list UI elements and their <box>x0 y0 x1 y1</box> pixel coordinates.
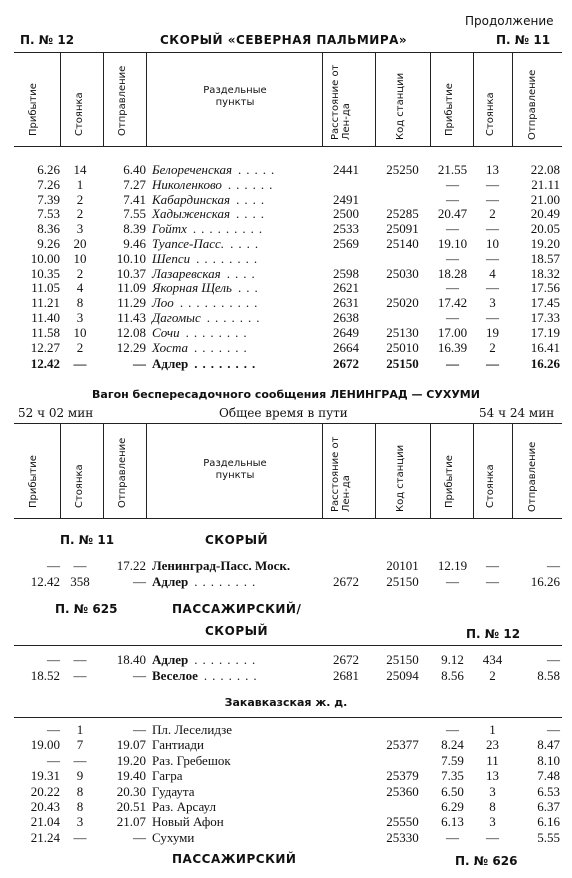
cell-dep: 10.37 <box>116 265 146 281</box>
cell-stop: 14 <box>73 162 87 177</box>
cell-stop2: 3 <box>489 295 496 311</box>
cell-code: 25360 <box>386 783 419 799</box>
cell-dep: 20.51 <box>116 799 146 814</box>
railway-name: Закавказская ж. д. <box>224 696 348 709</box>
station-name <box>152 574 322 590</box>
cell-dist: 2649 <box>333 324 359 340</box>
cell-stop2: 23 <box>486 737 499 753</box>
col-departure-2: Отправление <box>527 69 538 140</box>
cell-dep2: 18.57 <box>530 250 560 266</box>
cell-stop: 3 <box>76 310 84 325</box>
leader-dots: ......... <box>192 221 268 237</box>
cell-stop: 3 <box>76 221 84 237</box>
cell-dist: 2441 <box>333 162 359 177</box>
station-name <box>152 280 322 296</box>
cell-dep2: 21.00 <box>530 191 560 207</box>
cell-arr2: — <box>446 176 459 192</box>
cell-stop: 8 <box>76 799 84 814</box>
station-label: Хоста <box>152 339 188 355</box>
cell-dep: 10.10 <box>116 250 146 266</box>
cell-arr: — <box>47 558 60 573</box>
cell-code: 25150 <box>386 652 419 667</box>
cell-arr2: 7.59 <box>441 752 464 768</box>
cell-code: 25091 <box>386 221 419 237</box>
cell-arr: 7.26 <box>37 176 60 192</box>
cell-dep2: 16.26 <box>530 574 560 589</box>
continuation-label: Продолжение <box>465 14 554 28</box>
cell-dep: 12.08 <box>116 324 146 340</box>
cell-dep2: — <box>547 558 560 573</box>
cell-arr2: — <box>446 356 459 371</box>
station-label: Пл. Леселидзе <box>152 722 233 737</box>
cell-arr2: — <box>446 221 459 237</box>
cell-stop: 2 <box>76 191 84 207</box>
footer-number: П. № 626 <box>455 854 518 868</box>
cell-stop2: — <box>486 310 499 325</box>
cell-stop: 2 <box>76 265 84 281</box>
cell-stop2: — <box>486 221 499 237</box>
cell-stop: 8 <box>76 783 84 799</box>
cell-dist: 2672 <box>333 356 359 371</box>
cell-dep: 19.40 <box>116 768 146 784</box>
cell-arr: 8.36 <box>37 221 60 237</box>
station-name <box>152 206 322 222</box>
col2-stop: Стоянка <box>74 464 85 508</box>
cell-code: 25330 <box>386 829 419 845</box>
cell-dep: 12.29 <box>116 339 146 355</box>
cell-code: 25130 <box>386 324 419 340</box>
cell-dep2: 6.53 <box>537 783 560 799</box>
station-label: Раз. Гребешок <box>152 752 231 768</box>
cell-arr2: 9.12 <box>441 652 464 667</box>
cell-code: 25250 <box>386 162 419 177</box>
station-name <box>152 356 322 372</box>
cell-stop2: — <box>486 176 499 192</box>
cell-stop: 2 <box>76 206 84 222</box>
cell-code: 25377 <box>386 737 419 753</box>
cell-stop2: 434 <box>482 652 503 667</box>
cell-dep2: 5.55 <box>537 829 560 845</box>
col2-departure-2: Отправление <box>527 441 538 512</box>
cell-arr2: 21.55 <box>437 162 468 177</box>
cell-arr: 9.26 <box>37 236 60 251</box>
cell-arr2: — <box>446 722 459 737</box>
cell-arr2: 6.50 <box>441 783 464 799</box>
leader-dots: .... <box>236 191 270 207</box>
cell-dep: — <box>133 722 146 737</box>
cell-stop: 4 <box>76 280 84 296</box>
station-name <box>152 340 322 356</box>
station-label: Кабардинская <box>152 191 231 207</box>
col2-stop-2: Стоянка <box>485 464 496 508</box>
station-label: Дагомыс <box>152 310 201 325</box>
cell-stop2: 11 <box>486 752 499 768</box>
cell-dep: 19.20 <box>116 752 146 768</box>
cell-code: 25550 <box>386 814 419 830</box>
cell-code: 25379 <box>386 768 419 784</box>
station-name <box>152 266 322 282</box>
station-name <box>152 784 322 800</box>
cell-arr: 11.58 <box>31 324 60 340</box>
cell-dep: 7.27 <box>123 176 146 192</box>
cell-stop: 7 <box>76 737 84 753</box>
station-label: Лоо <box>152 295 174 311</box>
station-name <box>152 177 322 193</box>
section-a-title: СКОРЫЙ <box>205 533 269 547</box>
leader-dots: ........ <box>194 652 261 667</box>
cell-arr: 10.00 <box>30 250 60 266</box>
station-label: Гудаута <box>152 783 195 799</box>
cell-arr: 21.04 <box>30 814 60 830</box>
leader-dots: ........ <box>196 250 263 266</box>
station-label: Адлер <box>152 652 189 667</box>
cell-dep: 20.30 <box>116 783 146 799</box>
cell-arr: 18.52 <box>30 668 60 683</box>
cell-dist: 2598 <box>333 265 359 281</box>
cell-code: 25020 <box>386 295 419 311</box>
cell-dist: 2491 <box>333 191 359 207</box>
cell-dep: 11.43 <box>117 310 146 325</box>
cell-dep2: 7.48 <box>537 768 560 784</box>
station-name <box>152 737 322 753</box>
cell-arr2: 8.56 <box>441 668 464 683</box>
cell-dep2: 16.41 <box>530 339 560 355</box>
leader-dots: ........ <box>194 356 261 371</box>
cell-stop2: 1 <box>489 722 496 737</box>
cell-dep2: 20.05 <box>530 221 560 237</box>
station-name <box>152 768 322 784</box>
station-name <box>152 652 322 668</box>
cell-stop2: 8 <box>489 799 496 814</box>
cell-stop: — <box>73 558 87 573</box>
station-name <box>152 722 322 738</box>
cell-stop: 20 <box>73 236 87 251</box>
cell-arr2: 6.13 <box>441 814 464 830</box>
cell-dist: 2638 <box>333 310 359 325</box>
col-distance: Расстояние от Лен-да <box>330 64 352 140</box>
cell-stop2: — <box>486 558 499 573</box>
cell-arr2: 6.29 <box>441 799 464 814</box>
cell-dep: — <box>133 574 146 589</box>
cell-arr: 20.22 <box>30 783 60 799</box>
cell-dep: 21.07 <box>116 814 146 830</box>
cell-dep: — <box>133 668 146 683</box>
cell-stop2: 3 <box>489 814 496 830</box>
travel-time-left: 52 ч 02 мин <box>18 406 94 420</box>
station-label: Хадыженская <box>152 206 231 222</box>
cell-dist: 2631 <box>333 295 359 311</box>
cell-dep: 11.29 <box>117 295 146 311</box>
cell-stop: 8 <box>76 295 84 311</box>
section-b-right-number: П. № 12 <box>466 627 521 641</box>
cell-stop2: 3 <box>489 783 496 799</box>
leader-dots: .......... <box>179 295 263 311</box>
station-name <box>152 162 322 178</box>
cell-dep2: 6.37 <box>537 799 560 814</box>
cell-arr2: — <box>446 280 459 296</box>
cell-arr: 19.31 <box>30 768 60 784</box>
cell-stop2: — <box>486 250 499 266</box>
cell-code: 25150 <box>386 356 419 371</box>
cell-stop: — <box>73 652 87 667</box>
leader-dots: .... <box>230 236 264 251</box>
leader-dots: ........ <box>185 324 252 340</box>
cell-stop2: — <box>486 280 499 296</box>
station-label: Николенково <box>152 176 222 192</box>
cell-dep: 19.07 <box>116 737 146 753</box>
cell-dep: — <box>133 356 146 371</box>
cell-dist: 2500 <box>333 206 359 222</box>
cell-dep2: — <box>547 652 560 667</box>
travel-time-right: 54 ч 24 мин <box>479 406 555 420</box>
cell-code: 25140 <box>386 236 419 251</box>
cell-arr: — <box>47 652 60 667</box>
cell-arr: 7.53 <box>37 206 60 222</box>
cell-stop2: — <box>486 574 499 589</box>
leader-dots: ... <box>237 280 263 296</box>
cell-dep: 17.22 <box>116 558 146 573</box>
station-label: Раз. Арсаул <box>152 799 216 814</box>
train-title: СКОРЫЙ «СЕВЕРНАЯ ПАЛЬМИРА» <box>160 33 408 47</box>
cell-dep: 7.41 <box>123 191 146 207</box>
cell-dep: — <box>133 829 146 845</box>
leader-dots: ....... <box>194 339 252 355</box>
cell-dep: 6.40 <box>123 162 146 177</box>
cell-stop: — <box>73 356 87 371</box>
station-name <box>152 558 322 574</box>
station-label: Адлер <box>152 574 189 589</box>
cell-code: 25030 <box>386 265 419 281</box>
col-points: Раздельные пункты <box>203 85 267 108</box>
station-label: Белореченская <box>152 162 233 177</box>
cell-stop: 1 <box>76 176 84 192</box>
cell-arr: 11.21 <box>31 295 60 311</box>
cell-arr: 11.40 <box>31 310 60 325</box>
cell-stop2: 19 <box>486 324 499 340</box>
station-label: Адлер <box>152 356 189 371</box>
cell-code: 25150 <box>386 574 419 589</box>
station-label: Новый Афон <box>152 814 224 830</box>
cell-stop2: — <box>486 191 499 207</box>
cell-arr2: 8.24 <box>441 737 464 753</box>
station-label: Лазаревская <box>152 265 221 281</box>
leader-dots: ....... <box>206 310 265 325</box>
station-name <box>152 251 322 267</box>
cell-stop: — <box>73 829 87 845</box>
train-number-right: П. № 11 <box>496 33 551 47</box>
cell-dist: 2664 <box>333 339 359 355</box>
col2-departure: Отправление <box>117 437 128 508</box>
cell-stop2: — <box>486 829 499 845</box>
cell-stop2: 10 <box>486 236 499 251</box>
col2-arrival-2: Прибытие <box>444 455 455 508</box>
cell-arr2: — <box>446 310 459 325</box>
cell-stop2: 13 <box>486 162 499 177</box>
cell-dep2: — <box>547 722 560 737</box>
cell-arr2: — <box>446 574 459 589</box>
col-stop-2: Стоянка <box>485 92 496 136</box>
cell-arr: 21.24 <box>30 829 60 845</box>
station-name <box>152 236 322 252</box>
station-label: Якорная Щель <box>152 280 232 296</box>
cell-code: 25094 <box>386 668 419 683</box>
cell-dist: 2672 <box>333 652 359 667</box>
cell-code: 20101 <box>386 558 419 573</box>
cell-stop: — <box>73 668 87 683</box>
wagon-title: Вагон беспересадочного сообщения ЛЕНИНГРАД — СУХУМИ <box>92 388 480 401</box>
cell-dep2: 22.08 <box>530 162 560 177</box>
cell-arr2: 19.10 <box>437 236 468 251</box>
cell-dep2: 16.26 <box>530 356 560 371</box>
cell-code: 25285 <box>386 206 419 222</box>
cell-arr2: 20.47 <box>437 206 468 222</box>
section-b-number: П. № 625 <box>55 602 118 616</box>
leader-dots: ....... <box>203 668 262 683</box>
leader-dots: ...... <box>227 176 278 192</box>
cell-arr: 20.43 <box>30 799 60 814</box>
cell-dist: 2569 <box>333 236 359 251</box>
cell-stop: 10 <box>73 324 87 340</box>
station-name <box>152 830 322 846</box>
cell-arr2: — <box>446 191 459 207</box>
cell-stop: 1 <box>76 722 84 737</box>
cell-dep2: 20.49 <box>530 206 560 222</box>
cell-dep2: 6.16 <box>537 814 560 830</box>
station-label: Веселое <box>152 668 198 683</box>
col2-code: Код станции <box>395 444 406 512</box>
cell-arr: 7.39 <box>37 191 60 207</box>
cell-stop: 3 <box>76 814 84 830</box>
footer-title: ПАССАЖИРСКИЙ <box>172 852 297 866</box>
station-label: Гойтх <box>152 221 187 237</box>
section-b-title-2: СКОРЫЙ <box>205 624 269 638</box>
station-label: Гагра <box>152 768 183 784</box>
station-name <box>152 814 322 830</box>
cell-dist: 2533 <box>333 221 359 237</box>
cell-arr: 12.27 <box>30 339 60 355</box>
cell-dep2: 17.56 <box>530 280 560 296</box>
station-name <box>152 221 322 237</box>
cell-arr2: — <box>446 829 459 845</box>
section-b-title: ПАССАЖИРСКИЙ/ <box>172 602 302 616</box>
section-a-number: П. № 11 <box>60 533 115 547</box>
station-label: Туапсе-Пасс. <box>152 236 225 251</box>
station-name <box>152 753 322 769</box>
leader-dots: ........ <box>194 574 261 589</box>
cell-dep: 9.46 <box>123 236 146 251</box>
station-name <box>152 325 322 341</box>
col-code: Код станции <box>395 72 406 140</box>
cell-dep: 8.39 <box>123 221 146 237</box>
cell-arr2: 12.19 <box>437 558 468 573</box>
train-number-left: П. № 12 <box>20 33 75 47</box>
leader-dots: .... <box>236 206 270 222</box>
cell-arr2: 17.00 <box>437 324 468 340</box>
station-label: Сочи <box>152 324 180 340</box>
cell-arr: 12.42 <box>30 574 60 589</box>
station-label: Гантиади <box>152 737 204 753</box>
cell-arr2: 16.39 <box>437 339 468 355</box>
cell-arr: — <box>47 752 60 768</box>
cell-stop: 358 <box>70 574 90 589</box>
station-name <box>152 668 322 684</box>
cell-stop: — <box>73 752 87 768</box>
col2-distance: Расстояние от Лен-да <box>330 436 352 512</box>
station-name <box>152 192 322 208</box>
station-name <box>152 799 322 815</box>
cell-arr: 6.26 <box>37 162 60 177</box>
cell-arr: — <box>47 722 60 737</box>
station-label: Ленинград-Пасс. Моск. <box>152 558 291 573</box>
cell-dep2: 19.20 <box>530 236 560 251</box>
cell-stop2: 2 <box>489 206 496 222</box>
leader-dots: ..... <box>238 162 280 177</box>
col-arrival-2: Прибытие <box>444 83 455 136</box>
cell-arr2: 18.28 <box>437 265 468 281</box>
station-label: Сухуми <box>152 829 195 845</box>
cell-arr: 10.35 <box>30 265 60 281</box>
col2-arrival: Прибытие <box>28 455 39 508</box>
cell-arr2: 17.42 <box>437 295 468 311</box>
station-label: Шепси <box>152 250 191 266</box>
cell-stop2: 4 <box>489 265 496 281</box>
cell-dep2: 17.45 <box>530 295 560 311</box>
cell-stop: 9 <box>76 768 84 784</box>
cell-dist: 2681 <box>333 668 359 683</box>
cell-dep: 11.09 <box>117 280 146 296</box>
cell-dist: 2672 <box>333 574 359 589</box>
station-name <box>152 310 322 326</box>
cell-code: 25010 <box>386 339 419 355</box>
cell-dep2: 18.32 <box>530 265 560 281</box>
cell-dep: 18.40 <box>116 652 146 667</box>
leader-dots: .... <box>226 265 260 281</box>
col-arrival: Прибытие <box>28 83 39 136</box>
cell-dep: 7.55 <box>123 206 146 222</box>
cell-dep2: 17.33 <box>530 310 560 325</box>
cell-stop2: 2 <box>489 668 496 683</box>
cell-dep2: 21.11 <box>531 176 560 192</box>
cell-arr2: — <box>446 250 459 266</box>
cell-dep2: 8.10 <box>537 752 560 768</box>
cell-stop2: 2 <box>489 339 496 355</box>
cell-dep2: 17.19 <box>530 324 560 340</box>
cell-dep2: 8.58 <box>537 668 560 683</box>
cell-arr: 19.00 <box>30 737 60 753</box>
cell-arr: 11.05 <box>31 280 60 296</box>
cell-arr: 12.42 <box>30 356 60 371</box>
cell-arr2: 7.35 <box>441 768 464 784</box>
cell-dep2: 8.47 <box>537 737 560 753</box>
col2-points: Раздельные пункты <box>203 458 267 481</box>
cell-stop: 10 <box>73 250 87 266</box>
cell-stop2: 13 <box>486 768 499 784</box>
cell-stop: 2 <box>76 339 84 355</box>
cell-dist: 2621 <box>333 280 359 296</box>
cell-stop2: — <box>486 356 499 371</box>
col-stop: Стоянка <box>74 92 85 136</box>
col-departure: Отправление <box>117 65 128 136</box>
travel-time-caption: Общее время в пути <box>219 406 348 420</box>
station-name <box>152 295 322 311</box>
